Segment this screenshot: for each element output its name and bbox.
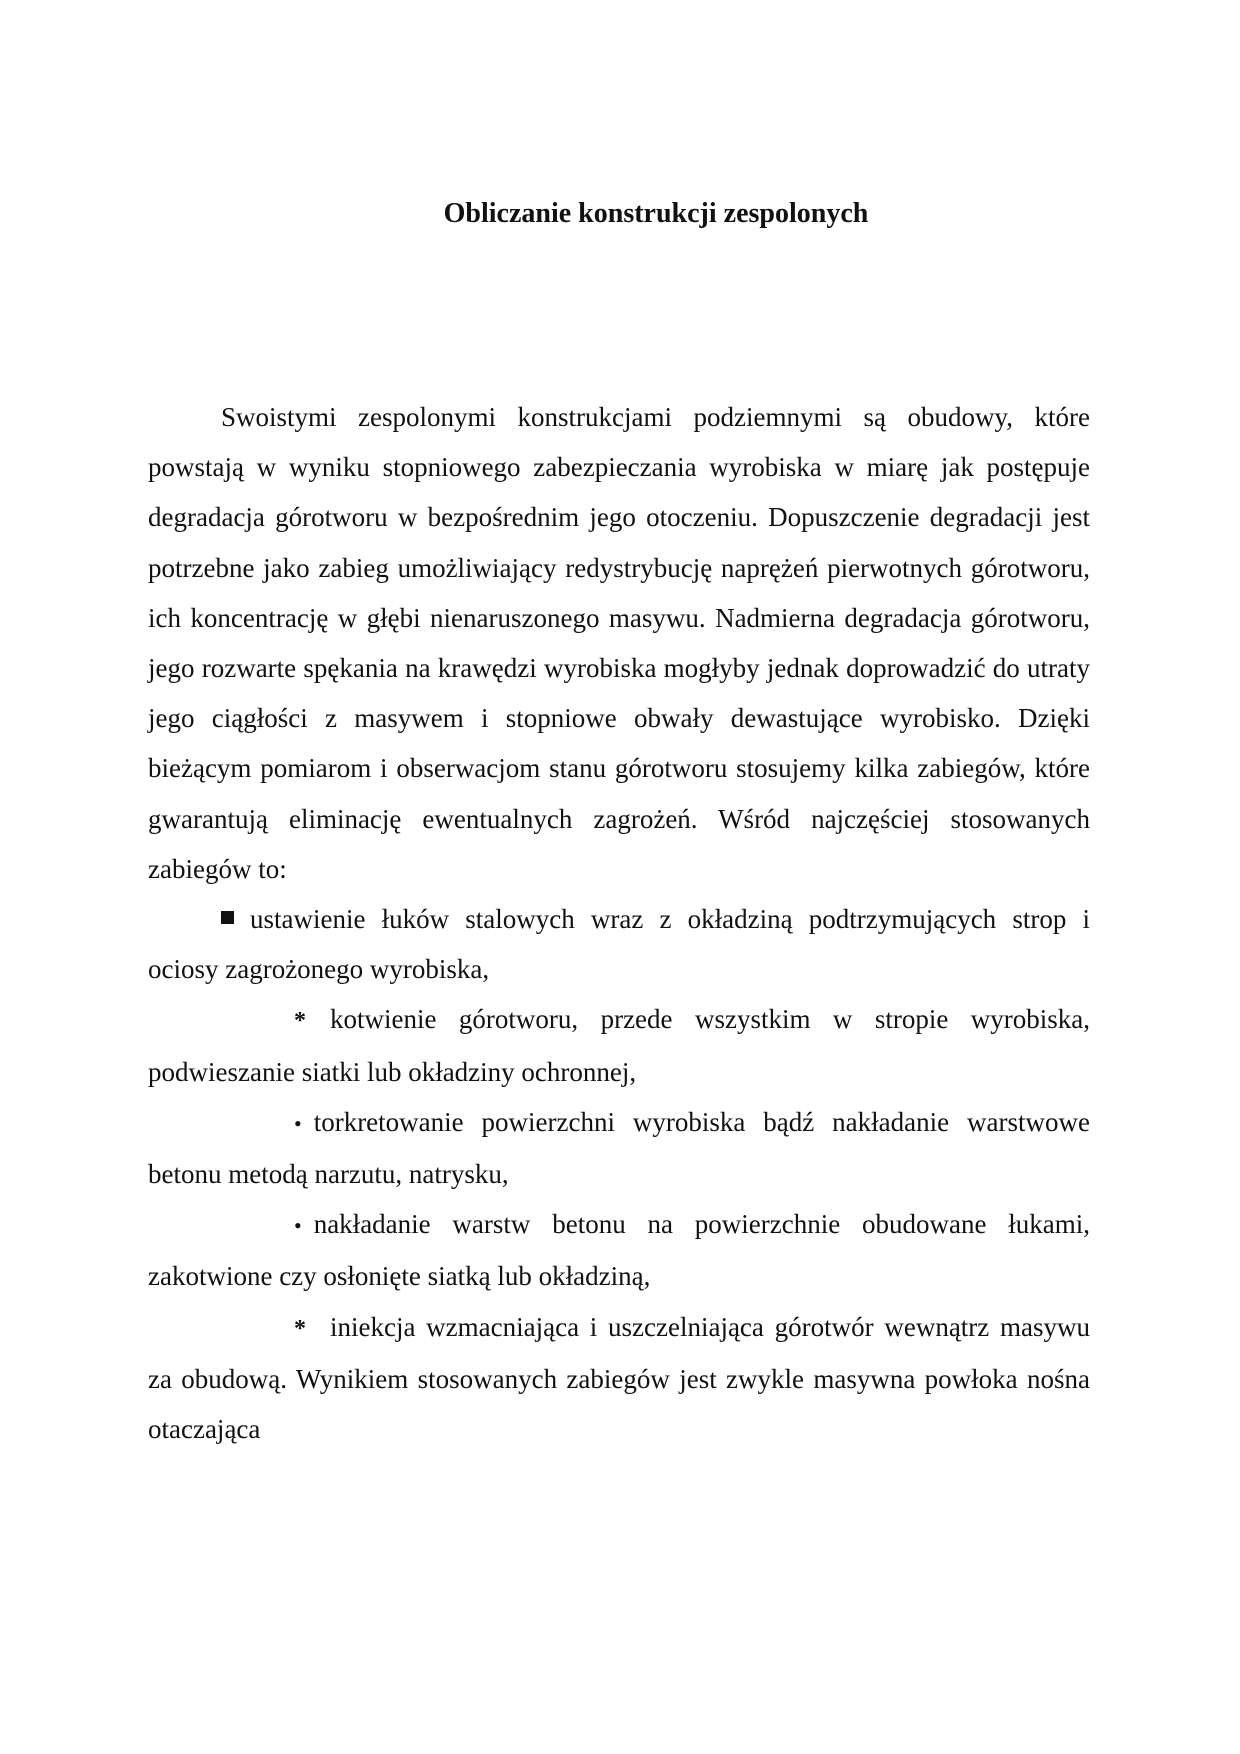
list-item-text: torkretowanie powierzchni wyrobiska bądź nakładanie warstwowe betonu metodą narzutu, natrysku, bbox=[148, 1106, 1090, 1190]
document-title: Obliczanie konstrukcji zespolonych bbox=[443, 198, 869, 229]
asterisk-bullet-icon: * bbox=[294, 1008, 306, 1035]
list-item bbox=[148, 1302, 1090, 1455]
square-bullet-icon bbox=[221, 911, 234, 924]
intro-paragraph: Swoistymi zespolonymi konstrukcjami podziemnymi są obudowy, które powstają w wyniku stopniowego zabezpieczania wyrobiska w miarę jak postępuje degradacja górotworu w bezpośrednim jego otoczeniu. Dopuszczenie degradacji jest potrzebne jako zabieg umożliwiający redystrybucję naprężeń pierwotnych górotworu, ich koncentrację w głębi nienaruszonego masywu. Nadmierna degradacja górotworu, jego rozwarte spękania na krawędzi wyrobiska mogłyby jednak doprowadzić do utraty jego ciągłości z masywem i stopniowe obwały dewastujące wyrobisko. Dzięki bieżącym pomiarom i obserwacjom stanu górotworu stosujemy kilka zabiegów, które gwarantują eliminację ewentualnych zagrożeń. Wśród najczęściej stosowanych zabiegów to: bbox=[148, 402, 1090, 884]
asterisk-bullet-icon: * bbox=[294, 1315, 306, 1342]
dot-bullet-icon: • bbox=[294, 1110, 302, 1136]
list-item bbox=[148, 894, 1090, 994]
list-item-text: iniekcja wzmacniająca i uszczelniająca górotwór wewnątrz masywu za obudową. Wynikiem stosowanych zabiegów jest zwykle masywna powłoka nośna otaczająca bbox=[148, 1311, 1090, 1445]
list-item bbox=[148, 994, 1090, 1096]
dot-bullet-icon: • bbox=[294, 1213, 302, 1239]
list-item bbox=[148, 1199, 1090, 1301]
list-item-text: nakładanie warstw betonu na powierzchnie obudowane łukami, zakotwione czy osłonięte siatką lub okładziną, bbox=[148, 1209, 1090, 1292]
list-item-text: kotwienie górotworu, przede wszystkim w stropie wyrobiska, podwieszanie siatki lub okładziny ochronnej, bbox=[148, 1004, 1090, 1087]
list-item-text: ustawienie łuków stalowych wraz z okładziną podtrzymujących strop i ociosy zagrożonego wyrobiska, bbox=[148, 904, 1090, 985]
document-body bbox=[148, 392, 1090, 1454]
list-item bbox=[148, 1097, 1090, 1199]
